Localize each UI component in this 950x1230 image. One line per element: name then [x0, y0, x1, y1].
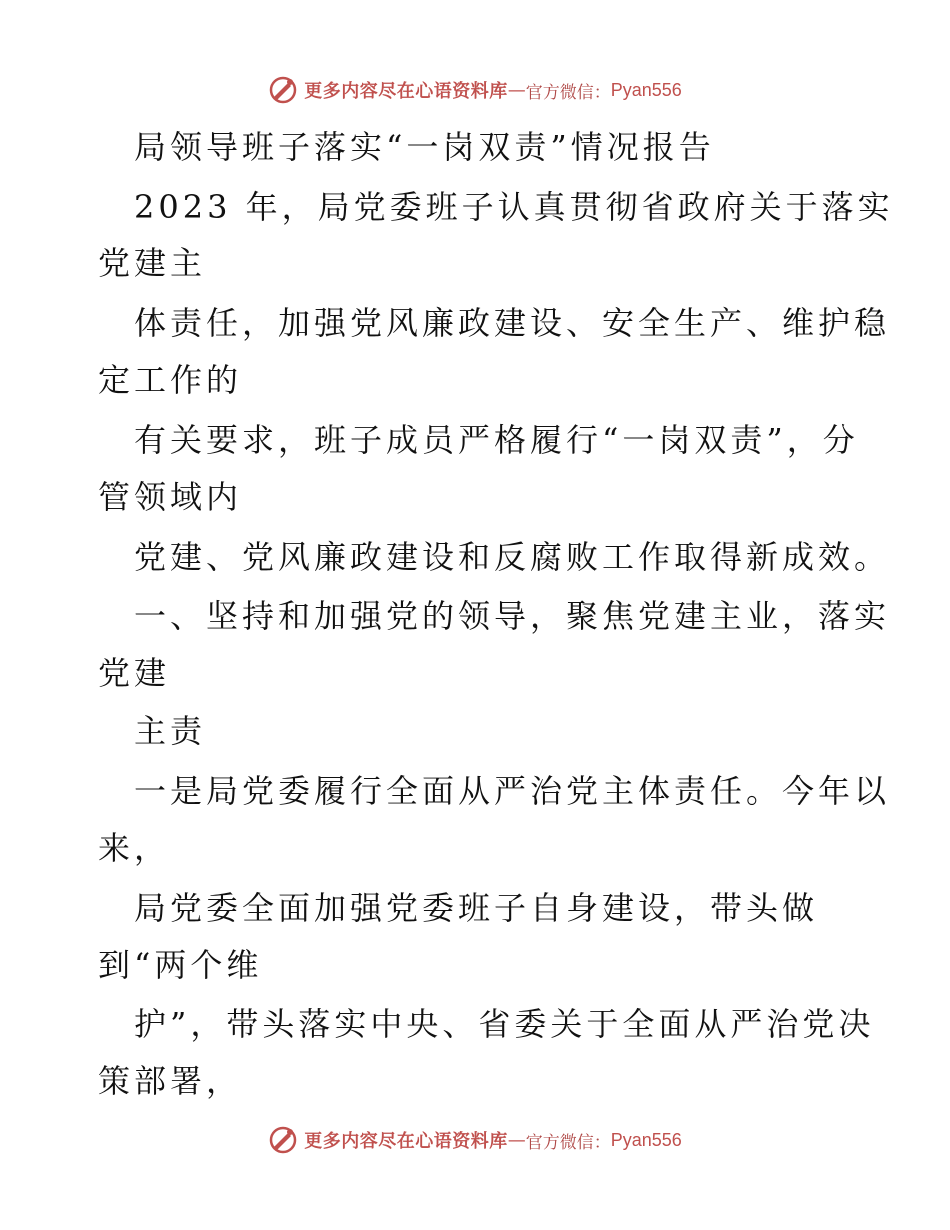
section-heading-continued: 主责 — [134, 712, 207, 750]
watermark-footer — [0, 1120, 950, 1160]
paragraph-line: 到“两个维 — [98, 946, 263, 984]
paragraph-line: 2023 年，局党委班子认真贯彻省政府关于落实 — [134, 188, 894, 226]
section-heading-continued: 党建 — [98, 654, 171, 692]
pen-logo-icon — [268, 75, 298, 105]
watermark-sub-text: 官方微信： — [525, 82, 611, 103]
pen-logo-icon — [268, 1125, 298, 1155]
paragraph-line: 局党委全面加强党委班子自身建设，带头做 — [134, 889, 819, 927]
document-title: 局领导班子落实“一岗双责”情况报告 — [134, 128, 715, 166]
paragraph-line: 管领域内 — [98, 478, 243, 516]
watermark-id: Pyan556 — [610, 1129, 682, 1150]
paragraph-line: 策部署， — [98, 1062, 243, 1100]
paragraph-line: 定工作的 — [98, 361, 243, 399]
watermark-header — [0, 70, 950, 110]
paragraph-line: 来， — [98, 829, 171, 867]
watermark-id: Pyan556 — [610, 79, 682, 100]
paragraph-line: 党建主 — [98, 244, 207, 282]
paragraph-line: 一是局党委履行全面从严治党主体责任。今年以 — [134, 772, 891, 810]
watermark-separator: — — [507, 1129, 526, 1151]
section-heading: 一、坚持和加强党的领导，聚焦党建主业，落实 — [134, 597, 891, 635]
paragraph-line: 体责任，加强党风廉政建设、安全生产、维护稳 — [134, 304, 891, 342]
watermark-main-text: 更多内容尽在心语资料库 — [304, 1131, 508, 1152]
paragraph-line: 有关要求，班子成员严格履行“一岗双责”，分 — [134, 421, 859, 459]
paragraph-line: 党建、党风廉政建设和反腐败工作取得新成效。 — [134, 538, 891, 576]
paragraph-line: 护”，带头落实中央、省委关于全面从严治党决 — [134, 1005, 875, 1043]
watermark-separator: — — [507, 79, 526, 101]
watermark-sub-text: 官方微信： — [525, 1132, 611, 1153]
watermark-main-text: 更多内容尽在心语资料库 — [304, 81, 508, 102]
